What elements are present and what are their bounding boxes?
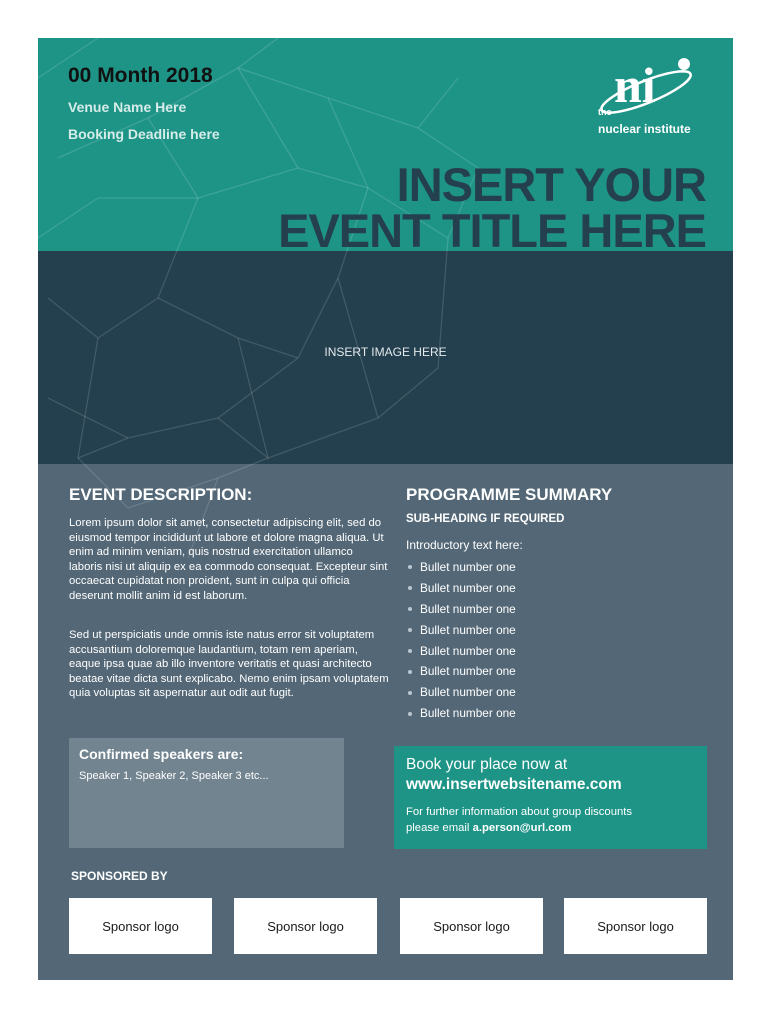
bullet-dot-icon [408,586,412,590]
bullet-dot-icon [408,607,412,611]
event-title-line-1: INSERT YOUR [396,158,706,211]
list-item: Bullet number one [406,661,516,682]
event-description-paragraph: Lorem ipsum dolor sit amet, consectetur adipiscing elit, sed do eiusmod tempor incididunt ut labore et dolore magna aliqua. Ut enim ad minim veniam, quis nostrud exercitation ullamco laboris nisi ut aliquip ex ea commodo consequat. Excepteur sint occaecat cupidatat non proident, sunt in culpa qui officia deserunt mollit anim id est laborum. [69,517,388,602]
bullet-dot-icon [408,670,412,674]
sponsor-logo-box: Sponsor logo [400,898,543,954]
image-placeholder-label: INSERT IMAGE HERE [324,345,447,359]
list-item: Bullet number one [406,682,516,703]
event-date: 00 Month 2018 [68,64,213,87]
programme-intro: Introductory text here: [406,538,523,552]
nuclear-institute-logo [596,56,711,136]
booking-box [394,746,707,849]
programme-summary-heading: PROGRAMME SUMMARY [406,485,613,504]
list-item: Bullet number one [406,641,516,662]
list-item: Bullet number one [406,599,516,620]
group-discount-text: For further information about group discounts [406,806,633,818]
booking-deadline: Booking Deadline here [68,126,220,142]
bullet-dot-icon [408,565,412,569]
list-item: Bullet number one [406,620,516,641]
sponsor-logo-box: Sponsor logo [69,898,212,954]
sponsor-logo-box: Sponsor logo [564,898,707,954]
svg-text:ni: ni [614,57,656,113]
programme-subheading: SUB-HEADING IF REQUIRED [406,513,565,525]
booking-url-link[interactable]: www.insertwebsitename.com [406,776,622,793]
confirmed-speakers-box [69,738,344,848]
logo-small-text: the [598,107,612,117]
bullet-dot-icon [408,649,412,653]
list-item: Bullet number one [406,578,516,599]
sponsored-by-heading: SPONSORED BY [71,869,168,883]
booking-heading: Book your place now at [406,756,568,773]
venue-name: Venue Name Here [68,99,187,115]
speakers-list: Speaker 1, Speaker 2, Speaker 3 etc... [79,770,269,782]
programme-bullet-list [406,557,516,724]
bullet-dot-icon [408,628,412,632]
contact-email-link[interactable]: a.person@url.com [472,821,572,834]
event-title-line-2: EVENT TITLE HERE [278,204,706,257]
bullet-dot-icon [408,691,412,695]
sponsor-logo-box: Sponsor logo [234,898,377,954]
speakers-heading: Confirmed speakers are: [79,746,244,762]
bullet-dot-icon [408,712,412,716]
event-description-heading: EVENT DESCRIPTION: [69,485,253,504]
event-description-paragraph: Sed ut perspiciatis unde omnis iste natus error sit voluptatem accusantium doloremque laudantium, totam rem aperiam, eaque ipsa quae ab illo inventore veritatis et quasi architecto beatae vitae dicta sunt explicabo. Nemo enim ipsam voluptatem quia voluptas sit aspernatur aut odit aut fugit. [69,629,389,700]
logo-name-text: nuclear institute [598,122,691,136]
list-item: Bullet number one [406,557,516,578]
list-item: Bullet number one [406,703,516,724]
event-flyer [38,38,733,980]
email-prefix: please email [406,821,473,834]
event-title [278,158,706,257]
group-discount-info [406,805,696,836]
